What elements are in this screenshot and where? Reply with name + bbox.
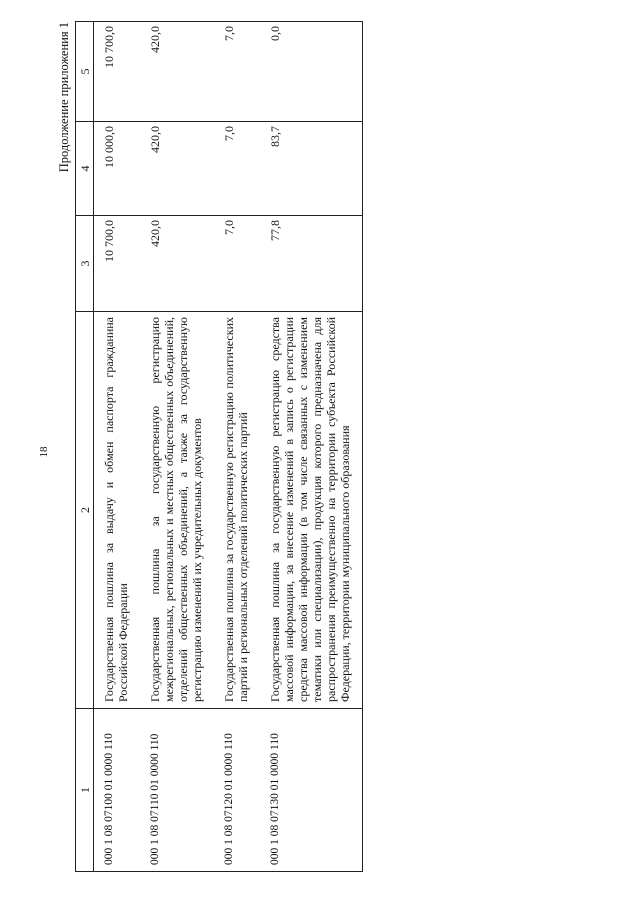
budget-code: 000 1 08 07130 01 0000 110 xyxy=(260,709,363,872)
budget-code: 000 1 08 07120 01 0000 110 xyxy=(214,709,260,872)
appendix-continuation-note: Продолжение приложения 1 xyxy=(57,22,71,173)
row-description: Государственная пошлина за государственную регистрацию политических партий и региональных отделений политических партий xyxy=(214,312,260,709)
row-description: Государственная пошлина за государственную регистрацию средства массовой информации, за внесение изменений в запись о регистрации средства массовой информации (в том числе связанных с изменением тематики или специализации), продукция которого предназначена для распространения преимущественно на территории субъекта Российской Федерации, территории муниципального образования xyxy=(260,312,363,709)
value-col5: 0,0 xyxy=(260,22,363,122)
value-col3: 10 700,0 xyxy=(94,216,141,312)
value-col4: 83,7 xyxy=(260,122,363,216)
value-col5: 420,0 xyxy=(140,22,214,122)
column-number: 3 xyxy=(76,216,94,312)
value-col5: 10 700,0 xyxy=(94,22,141,122)
budget-code: 000 1 08 07100 01 0000 110 xyxy=(94,709,141,872)
column-number: 4 xyxy=(76,122,94,216)
column-number: 1 xyxy=(76,709,94,872)
row-description: Государственная пошлина за государственную регистрацию межрегиональных, региональных и местных общественных объединений, отделений общественных объединений, а также за государственную регистрацию изменений их учредительных документов xyxy=(140,312,214,709)
value-col4: 10 000,0 xyxy=(94,122,141,216)
table-row xyxy=(94,22,141,872)
column-number: 2 xyxy=(76,312,94,709)
budget-code: 000 1 08 07110 01 0000 110 xyxy=(140,709,214,872)
column-number: 5 xyxy=(76,22,94,122)
row-description: Государственная пошлина за выдачу и обмен паспорта гражданина Российской Федерации xyxy=(94,312,141,709)
revenue-table xyxy=(75,21,363,872)
value-col4: 7,0 xyxy=(214,122,260,216)
table-row xyxy=(214,22,260,872)
column-number-row xyxy=(76,22,94,872)
value-col3: 77,8 xyxy=(260,216,363,312)
rotated-page xyxy=(57,22,577,872)
table-row xyxy=(140,22,214,872)
table-row xyxy=(260,22,363,872)
value-col4: 420,0 xyxy=(140,122,214,216)
value-col3: 420,0 xyxy=(140,216,214,312)
value-col3: 7,0 xyxy=(214,216,260,312)
page-number: 18 xyxy=(38,446,50,458)
value-col5: 7,0 xyxy=(214,22,260,122)
